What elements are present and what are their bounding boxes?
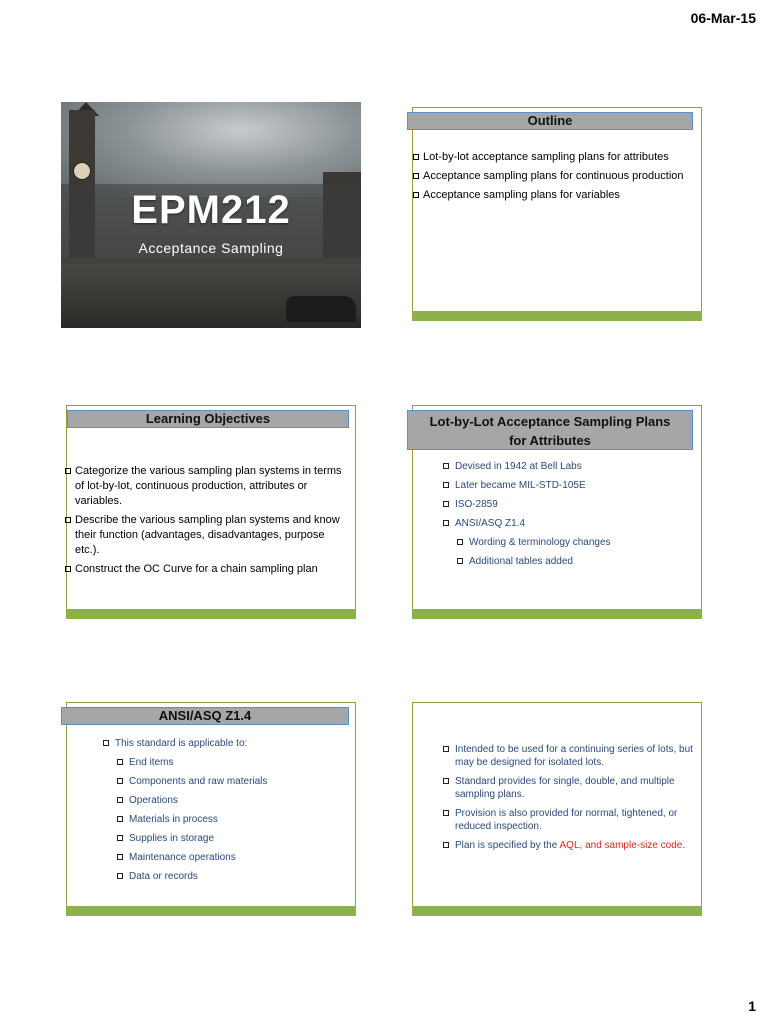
details-list [443, 743, 693, 858]
list-item: Devised in 1942 at Bell Labs [443, 460, 693, 473]
list-item: This standard is applicable to: [103, 737, 343, 750]
course-subtitle: Acceptance Sampling [138, 240, 284, 256]
title-line-1: Lot-by-Lot Acceptance Sampling Plans [429, 414, 671, 429]
slide-footer-bar [66, 906, 356, 916]
list-item: ANSI/ASQ Z1.4 [443, 517, 693, 530]
slide-title: ANSI/ASQ Z1.4 [61, 707, 349, 725]
list-item: Construct the OC Curve for a chain sampling plan [65, 562, 345, 577]
sub-list-item: Materials in process [117, 813, 343, 826]
list-item: Provision is also provided for normal, tightened, or reduced inspection. [443, 807, 693, 833]
sub-list-item: Operations [117, 794, 343, 807]
sub-list-item: Supplies in storage [117, 832, 343, 845]
title-line-2: for Attributes [509, 433, 591, 448]
page-number: 1 [748, 998, 756, 1014]
list-item: Acceptance sampling plans for variables [413, 188, 691, 203]
sub-list-item: Maintenance operations [117, 851, 343, 864]
slide-ansi-asq [66, 702, 356, 916]
sub-list-item: Components and raw materials [117, 775, 343, 788]
list-item: Lot-by-lot acceptance sampling plans for attributes [413, 150, 691, 165]
slide-title: Outline [407, 112, 693, 130]
course-title: EPM212 [131, 188, 291, 232]
title-slide-image [61, 102, 361, 328]
plan-prefix: Plan is specified by the [455, 840, 560, 851]
slide-footer-bar [66, 609, 356, 619]
list-item: Later became MIL-STD-105E [443, 479, 693, 492]
slide-learning-objectives [66, 405, 356, 619]
objectives-list [65, 464, 345, 581]
list-item: Acceptance sampling plans for continuous production [413, 169, 691, 184]
applicable-list [103, 737, 343, 889]
slide-title [407, 410, 693, 450]
list-item [443, 839, 693, 852]
sub-list-item: End items [117, 756, 343, 769]
plan-highlight: AQL, and sample-size code [559, 840, 683, 851]
slide-footer-bar [412, 609, 702, 619]
sub-list-item: Data or records [117, 870, 343, 883]
slide-lot-by-lot [412, 405, 702, 619]
list-item: Intended to be used for a continuing series of lots, but may be designed for isolated lots. [443, 743, 693, 769]
sub-list-item: Additional tables added [457, 555, 693, 568]
list-item: Standard provides for single, double, and multiple sampling plans. [443, 775, 693, 801]
slide-outline [412, 107, 702, 321]
list-item: Describe the various sampling plan systems and know their function (advantages, disadvantages, purpose etc.). [65, 513, 345, 558]
sky [61, 102, 361, 197]
slide-title: Learning Objectives [67, 410, 349, 428]
sub-list-item: Wording & terminology changes [457, 536, 693, 549]
list-item: Categorize the various sampling plan systems in terms of lot-by-lot, continuous production, attributes or variables. [65, 464, 345, 509]
car [286, 296, 356, 322]
plan-suffix: . [682, 840, 686, 851]
slide-standard-details [412, 702, 702, 916]
slide-footer-bar [412, 311, 702, 321]
list-item: ISO-2859 [443, 498, 693, 511]
lot-list [443, 460, 693, 574]
outline-list [413, 150, 691, 207]
clock-icon [73, 162, 91, 180]
header-date: 06-Mar-15 [690, 10, 756, 26]
slide-footer-bar [412, 906, 702, 916]
